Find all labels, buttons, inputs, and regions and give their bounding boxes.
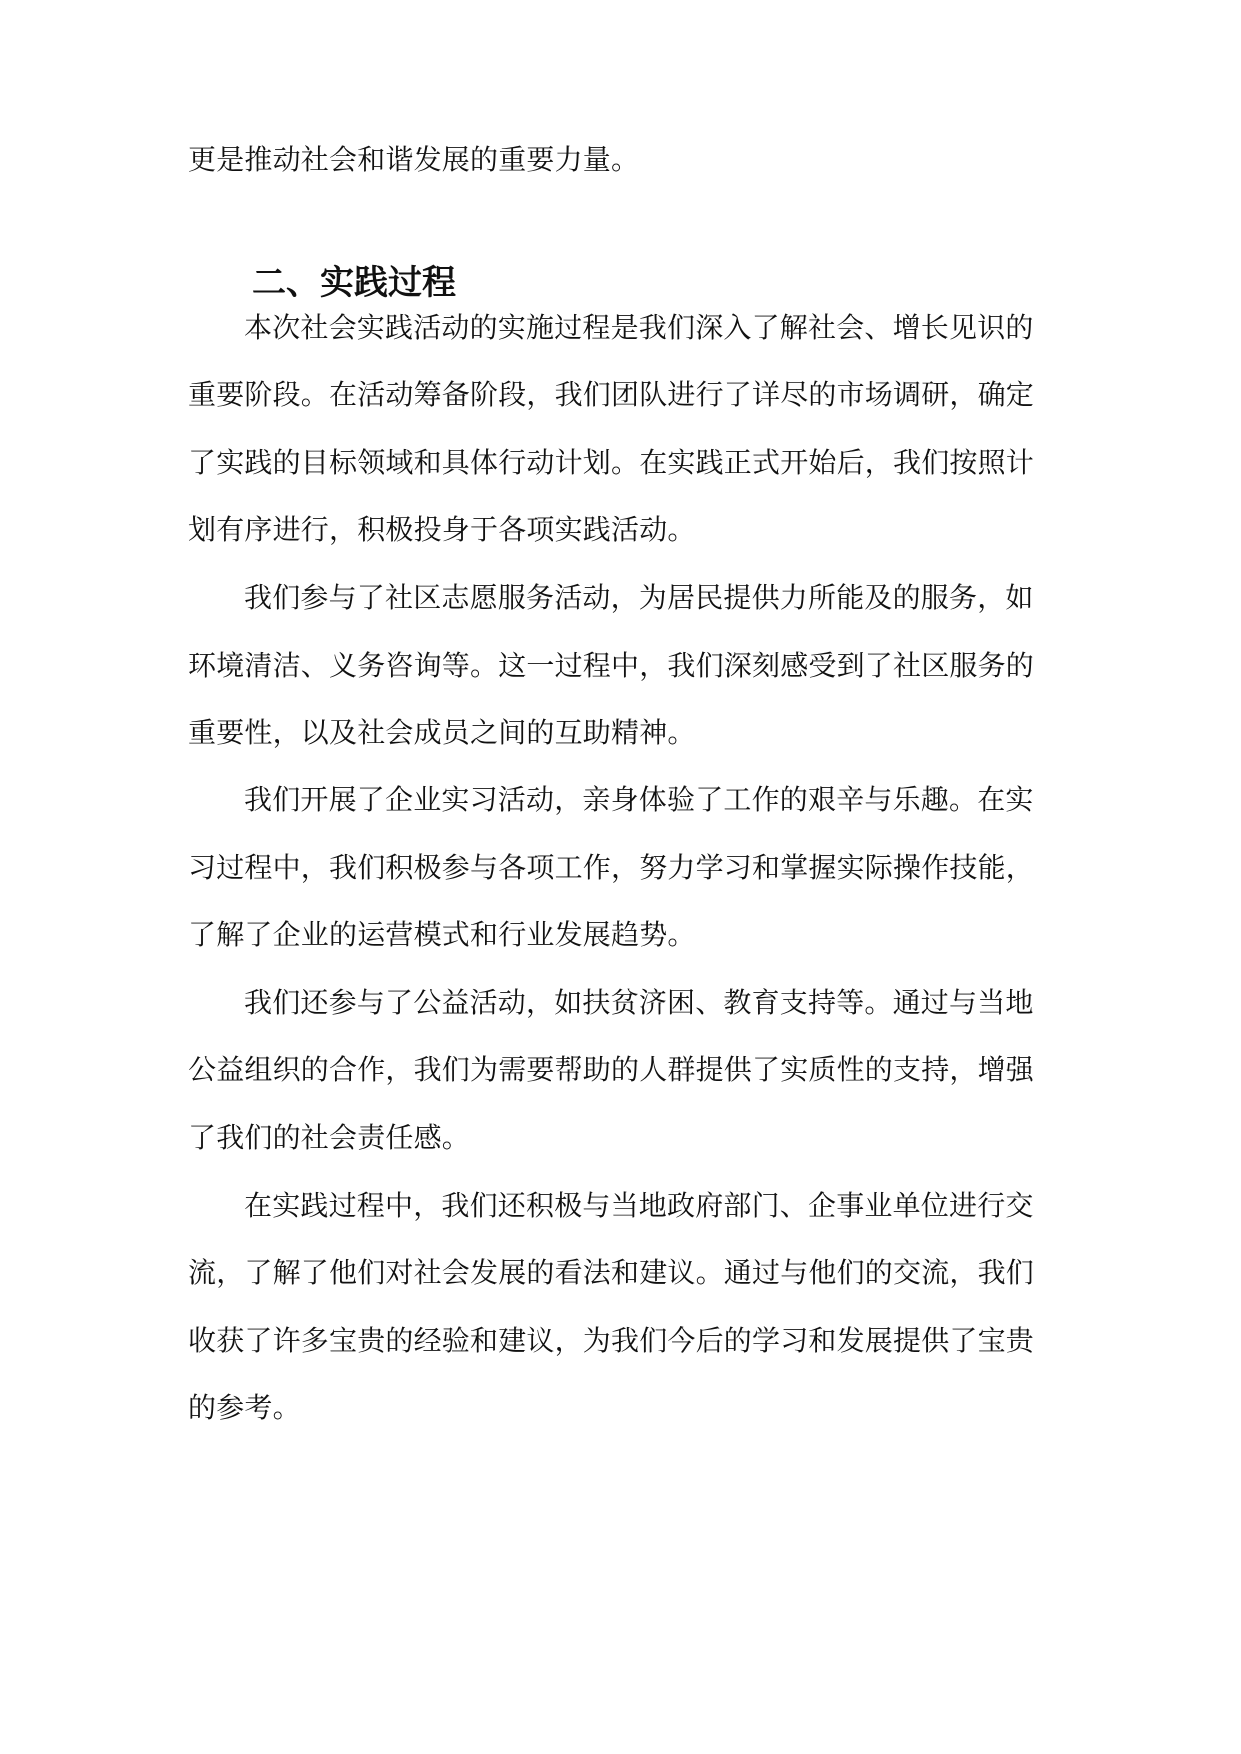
paragraph-line: 重要性，以及社会成员之间的互助精神。 xyxy=(188,716,696,749)
paragraph-line: 收获了许多宝贵的经验和建议，为我们今后的学习和发展提供了宝贵 xyxy=(188,1324,1035,1357)
paragraph-line: 了实践的目标领域和具体行动计划。在实践正式开始后，我们按照计 xyxy=(188,446,1035,479)
paragraph-line: 本次社会实践活动的实施过程是我们深入了解社会、增长见识的 xyxy=(244,311,1034,344)
paragraph-line: 我们还参与了公益活动，如扶贫济困、教育支持等。通过与当地 xyxy=(244,986,1034,1019)
section-heading: 二、实践过程 xyxy=(252,263,456,303)
paragraph-line: 了我们的社会责任感。 xyxy=(188,1121,471,1154)
paragraph-line: 我们参与了社区志愿服务活动，为居民提供力所能及的服务，如 xyxy=(244,581,1034,614)
paragraph-line: 在实践过程中，我们还积极与当地政府部门、企事业单位进行交 xyxy=(244,1189,1034,1222)
continuation-line: 更是推动社会和谐发展的重要力量。 xyxy=(188,143,640,176)
paragraph-line: 的参考。 xyxy=(188,1391,301,1424)
paragraph-line: 习过程中，我们积极参与各项工作，努力学习和掌握实际操作技能， xyxy=(188,851,1035,884)
paragraph-line: 划有序进行，积极投身于各项实践活动。 xyxy=(188,513,696,546)
paragraph-line: 公益组织的合作，我们为需要帮助的人群提供了实质性的支持，增强 xyxy=(188,1053,1035,1086)
paragraph-line: 流，了解了他们对社会发展的看法和建议。通过与他们的交流，我们 xyxy=(188,1256,1035,1289)
paragraph-line: 重要阶段。在活动筹备阶段，我们团队进行了详尽的市场调研，确定 xyxy=(188,378,1035,411)
paragraph-line: 了解了企业的运营模式和行业发展趋势。 xyxy=(188,918,696,951)
paragraph-line: 我们开展了企业实习活动，亲身体验了工作的艰辛与乐趣。在实 xyxy=(244,783,1034,816)
paragraph-line: 环境清洁、义务咨询等。这一过程中，我们深刻感受到了社区服务的 xyxy=(188,649,1035,682)
